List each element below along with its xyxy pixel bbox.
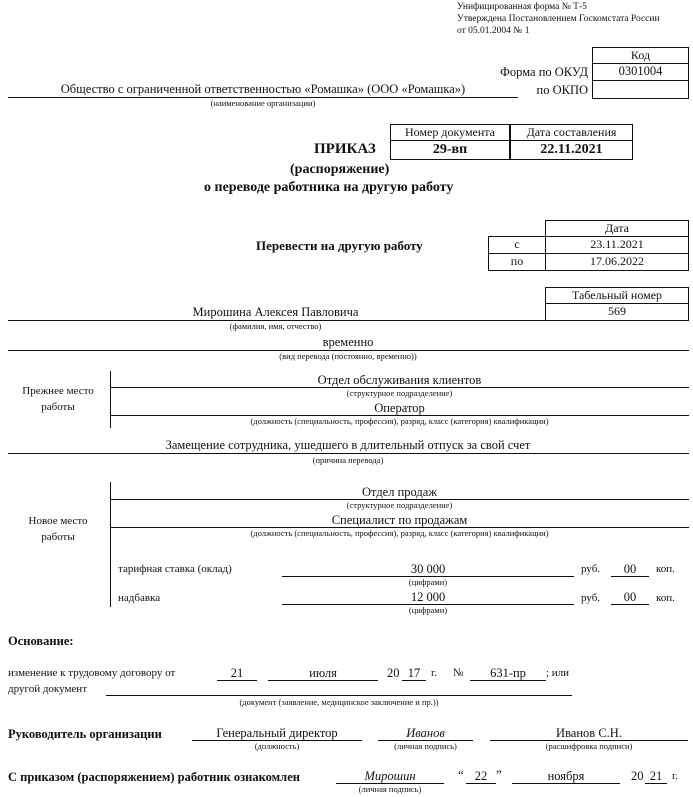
reason-text: Замещение сотрудника, ушедшего в длительный отпуск за свой счет bbox=[165, 438, 531, 452]
transfer-from-date: 23.11.2021 bbox=[545, 236, 689, 254]
contract-year-prefix: 20 bbox=[387, 666, 400, 680]
acknowledge-year-suffix: 21 bbox=[649, 769, 663, 783]
head-position: Генеральный директор bbox=[216, 726, 338, 740]
form-name-line3: от 05.01.2004 № 1 bbox=[457, 26, 530, 36]
previous-position-caption: (должность (специальность, профессия), разряд, класс (категория) квалификации) bbox=[250, 416, 549, 426]
doc-number: 29-вп bbox=[390, 140, 510, 160]
tab-number: 569 bbox=[545, 303, 689, 321]
tab-number-header: Табельный номер bbox=[545, 287, 689, 304]
contract-year-label: г. bbox=[431, 667, 438, 679]
bonus-value: 12 000 bbox=[410, 590, 446, 604]
okpo-value bbox=[592, 80, 689, 99]
rate-kop-label: коп. bbox=[656, 563, 675, 575]
head-decoding: Иванов С.Н. bbox=[556, 726, 622, 740]
new-label-line1: Новое место bbox=[28, 515, 88, 527]
contract-year-suffix: 17 bbox=[407, 666, 421, 680]
employee-name-caption: (фамилия, имя, отчество) bbox=[229, 321, 322, 331]
new-department-caption: (структурное подразделение) bbox=[346, 500, 453, 510]
rate-caption: (цифрами) bbox=[408, 577, 448, 587]
acknowledge-label: С приказом (распоряжением) работник ознакомлен bbox=[8, 770, 300, 784]
transfer-to-label: по bbox=[488, 253, 546, 271]
doc-subtitle: (распоряжение) bbox=[290, 162, 390, 177]
previous-department-caption: (структурное подразделение) bbox=[346, 388, 453, 398]
rate-value: 30 000 bbox=[410, 562, 446, 576]
reason-caption: (причина перевода) bbox=[312, 455, 384, 465]
doc-title: ПРИКАЗ bbox=[314, 141, 376, 157]
head-position-caption: (должность) bbox=[254, 741, 300, 751]
head-sign: Иванов bbox=[406, 726, 445, 740]
doc-date-header: Дата составления bbox=[510, 124, 633, 141]
contract-number: 631-пр bbox=[490, 666, 526, 680]
doc-subject: о переводе работника на другую работу bbox=[204, 180, 454, 195]
head-label: Руководитель организации bbox=[8, 727, 162, 741]
new-position: Специалист по продажам bbox=[331, 513, 468, 527]
acknowledge-month: ноября bbox=[547, 769, 585, 783]
bonus-kop: 00 bbox=[623, 590, 637, 604]
acknowledge-quote-open: “ bbox=[458, 767, 464, 782]
transfer-date-header: Дата bbox=[545, 220, 689, 237]
employee-name: Мирошина Алексея Павловича bbox=[192, 305, 359, 319]
bonus-rub: руб. bbox=[581, 592, 601, 604]
doc-number-header: Номер документа bbox=[390, 124, 510, 141]
transfer-heading: Перевести на другую работу bbox=[256, 238, 423, 253]
previous-label-line1: Прежнее место bbox=[22, 385, 94, 397]
previous-position: Оператор bbox=[374, 401, 425, 415]
new-position-caption: (должность (специальность, профессия), разряд, класс (категория) квалификации) bbox=[250, 528, 549, 538]
previous-department: Отдел обслуживания клиентов bbox=[317, 373, 482, 387]
rate-label: тарифная ставка (оклад) bbox=[118, 563, 232, 575]
bonus-label: надбавка bbox=[118, 592, 161, 604]
basis-heading: Основание: bbox=[8, 634, 74, 648]
acknowledge-quote-close: ” bbox=[496, 767, 502, 782]
other-doc-caption: (документ (заявление, медицинское заключение и пр.)) bbox=[239, 697, 439, 707]
contract-number-label: № bbox=[453, 667, 464, 679]
doc-date: 22.11.2021 bbox=[510, 140, 633, 160]
organization-name: Общество с ограниченной ответственностью «Ромашка» (ООО «Ромашка») bbox=[60, 82, 466, 96]
acknowledge-sign-caption: (личная подпись) bbox=[358, 784, 422, 794]
previous-label-line2: работы bbox=[41, 401, 75, 413]
bonus-caption: (цифрами) bbox=[408, 605, 448, 615]
contract-or-label: ; или bbox=[546, 667, 570, 679]
transfer-to-date: 17.06.2022 bbox=[545, 253, 689, 271]
acknowledge-year-label: г. bbox=[672, 770, 679, 782]
form-name-line2: Утверждена Постановлением Госкомстата России bbox=[457, 14, 660, 24]
rate-rub: руб. bbox=[581, 563, 601, 575]
contract-label: изменение к трудовому договору от bbox=[8, 667, 176, 679]
other-doc-label: другой документ bbox=[8, 683, 88, 695]
acknowledge-sign: Мирошин bbox=[364, 769, 416, 783]
transfer-from-label: с bbox=[488, 236, 546, 254]
organization-caption: (наименование организации) bbox=[210, 98, 316, 108]
okud-label: Форма по ОКУД bbox=[500, 65, 588, 79]
okud-value: 0301004 bbox=[592, 63, 689, 81]
code-header: Код bbox=[592, 47, 689, 64]
transfer-type-caption: (вид перевода (постоянно, временно)) bbox=[279, 351, 417, 361]
new-label-line2: работы bbox=[41, 531, 75, 543]
okpo-label: по ОКПО bbox=[536, 83, 588, 97]
rate-kop: 00 bbox=[623, 562, 637, 576]
bonus-kop-label: коп. bbox=[656, 592, 675, 604]
contract-month: июля bbox=[309, 666, 337, 680]
new-department: Отдел продаж bbox=[362, 485, 437, 499]
transfer-type: временно bbox=[322, 335, 374, 349]
contract-day: 21 bbox=[230, 666, 244, 680]
head-sign-caption: (личная подпись) bbox=[394, 741, 457, 751]
head-decoding-caption: (расшифровка подписи) bbox=[545, 741, 633, 751]
form-name-line1: Унифицированная форма № Т-5 bbox=[457, 2, 587, 12]
acknowledge-year-prefix: 20 bbox=[631, 769, 644, 783]
acknowledge-day: 22 bbox=[474, 769, 488, 783]
